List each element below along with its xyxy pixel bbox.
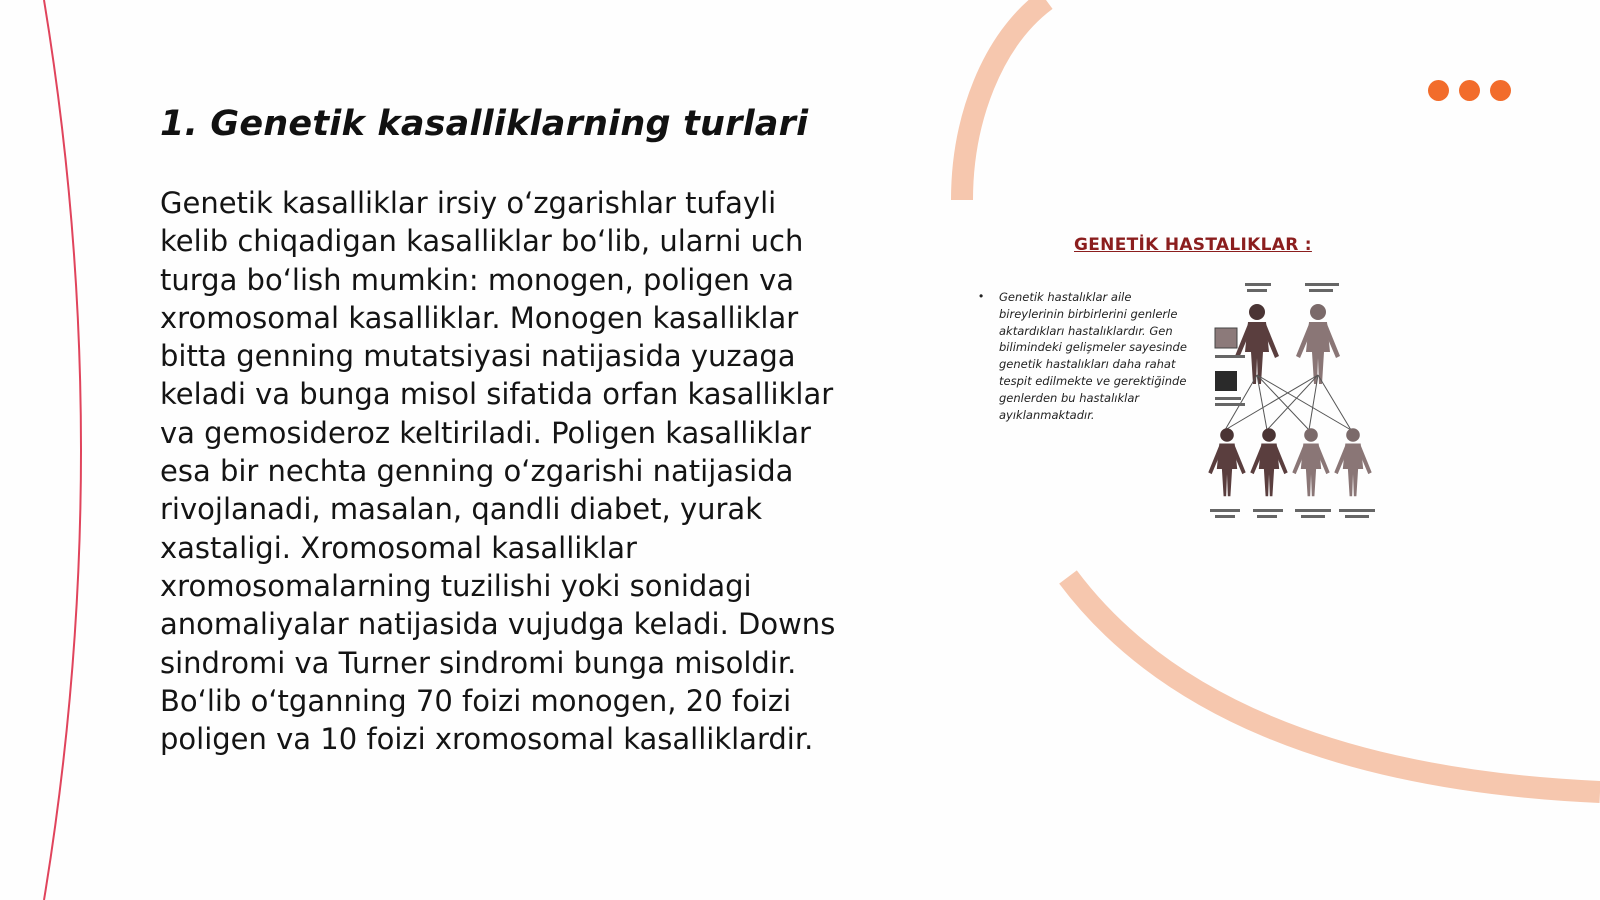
child-3 [1292,428,1329,496]
dot-icon [1490,80,1511,101]
slide-body-text: Genetik kasalliklar irsiy o‘zgarishlar tufayli kelib chiqadigan kasalliklar bo‘lib, ularni uch turga bo‘lish mumkin: monogen, poligen va xromosomal kasalliklar. Monogen kasalliklar bitta genning mutatsiyasi natijasida yuzaga keladi va bunga misol sifatida orfan kasalliklar va gemosideroz keltiriladi. Poligen kasalliklar esa bir nechta genning o‘zgarishi natijasida rivojlanadi, masalan, qandli diabet, yurak xastaligi. Xromosomal kasalliklar xromosomalarning tuzilishi yoki sonidagi anomaliyalar natijasida vujudga keladi. Downs sindromi va Turner sindromi bunga misoldir. Bo‘lib o‘tganning 70 foizi monogen, 20 foizi poligen va 10 foizi xromosomal kasalliklardir. [160,186,836,757]
dot-icon [1428,80,1449,101]
genetic-diseases-figure [975,225,1415,535]
arc-lower [1068,577,1600,792]
figure-caption: Genetik hastalıklar aile bireylerinin birbirlerini genlerle aktardıkları hastalıklardır. Gen bilimindeki gelişmeler sayesinde genetik hastalıkları daha rahat tespit edilmekte ve gerektiğinde genlerden bu hastalıklar ayıklanmaktadır. [999,290,1187,422]
child-1 [1208,428,1245,496]
inheritance-lines [1225,375,1351,430]
pedigree-diagram [975,225,1415,535]
dot-icon [1459,80,1480,101]
gene-square-affected [1215,371,1237,391]
child-4 [1334,428,1371,496]
menu-dots [1428,80,1511,101]
left-edge-curve [44,0,81,900]
child-2 [1250,428,1287,496]
parent-healthy [1296,304,1340,384]
slide-title: 1. Genetik kasalliklarning turlari [160,104,809,144]
gene-square-normal [1215,328,1237,348]
figure-bullet: • [979,289,984,303]
parent-affected [1235,304,1279,384]
arc-upper [962,0,1046,200]
figure-heading: GENETİK HASTALIKLAR : [1074,235,1312,255]
